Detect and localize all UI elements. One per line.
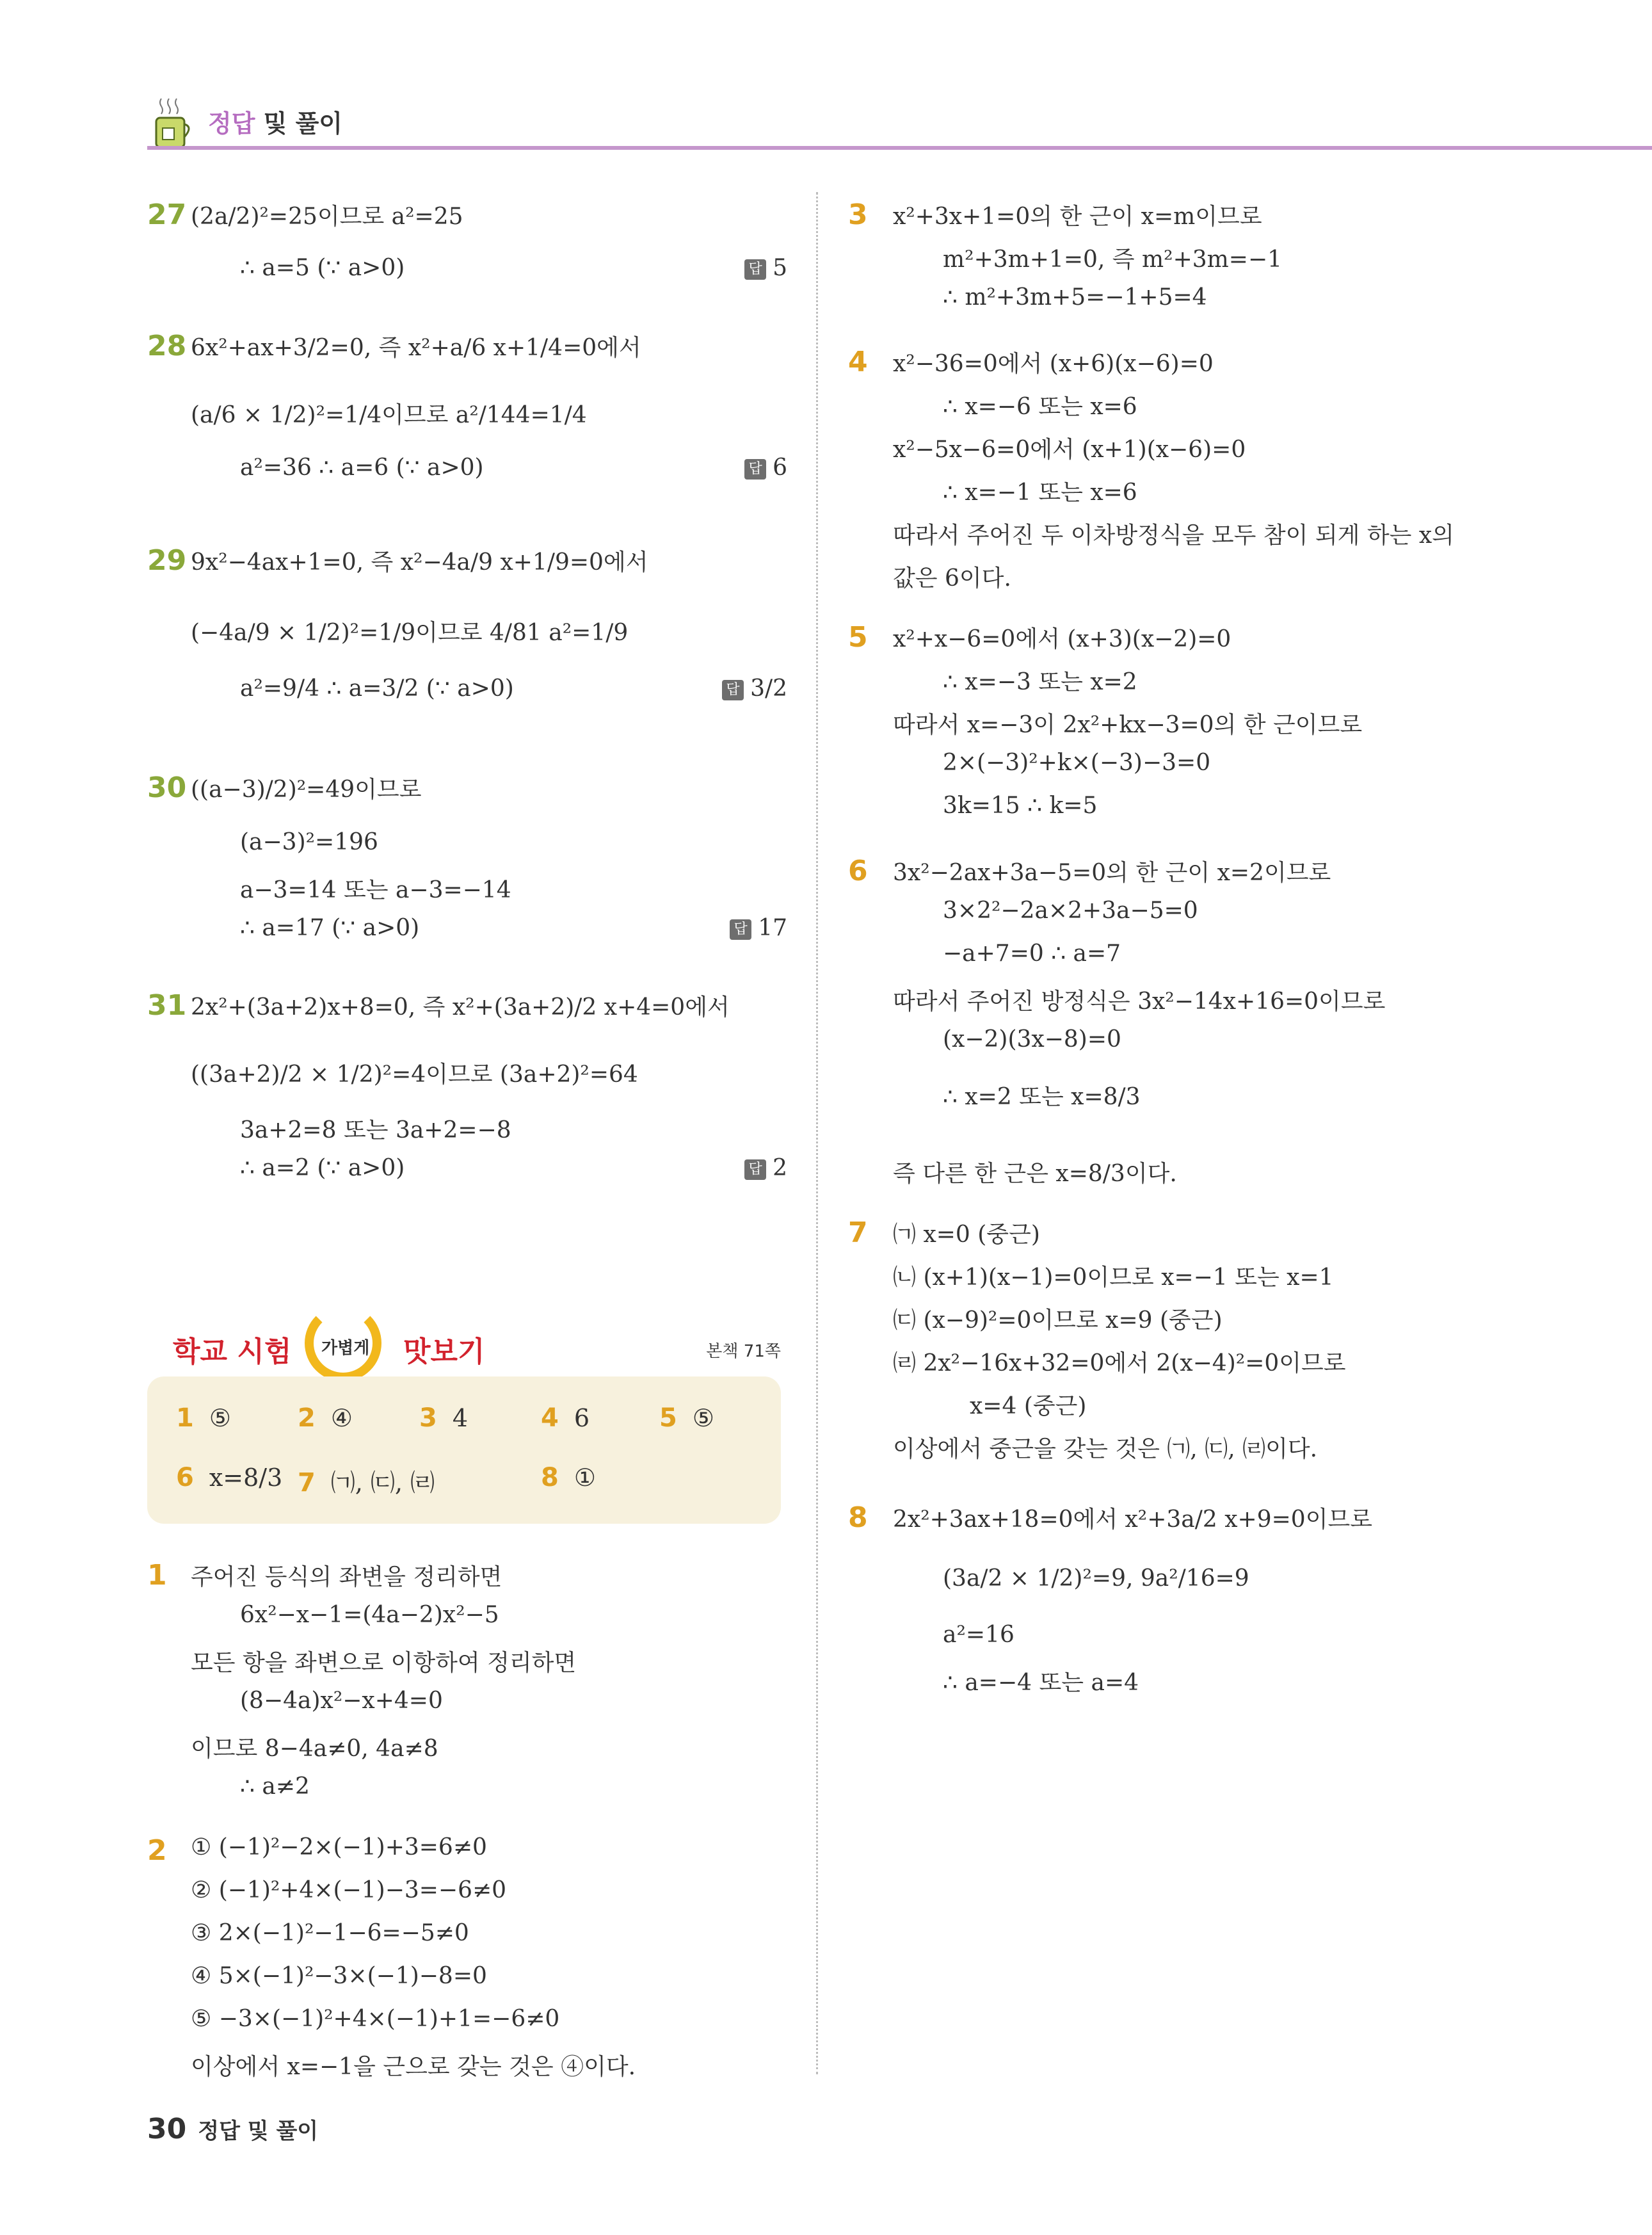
problem-number: 31: [147, 989, 187, 1022]
solution-line: a²=9/4 ∴ a=3/2 (∵ a>0): [240, 675, 514, 702]
page-number: 30: [147, 2113, 187, 2145]
answer: 답 6: [744, 455, 787, 481]
answer-key-box: [147, 1376, 781, 1524]
banner-badge: 가볍게: [321, 1339, 370, 1358]
answer-key-item: 7 ㈀, ㈂, ㈃: [298, 1468, 435, 1497]
column-divider: [816, 192, 818, 2074]
answer: 답 5: [744, 255, 787, 281]
banner-subtitle: 맛보기: [403, 1335, 485, 1368]
solution-line: a−3=14 또는 a−3=−14: [240, 877, 511, 903]
answer: 답 2: [744, 1155, 787, 1181]
solution-line: (−4a/9 × 1/2)²=1/9이므로 4/81 a²=1/9: [191, 620, 629, 646]
solution-line: ∴ a=17 (∵ a>0): [240, 915, 420, 941]
answer-mark-icon: 답: [730, 919, 751, 940]
answer-mark-icon: 답: [744, 1159, 766, 1180]
page-footer: [147, 2113, 318, 2145]
problem-number: 4: [848, 346, 868, 378]
solution-line: 2x²+(3a+2)x+8=0, 즉 x²+(3a+2)/2 x+4=0에서: [191, 994, 730, 1021]
page-header: [147, 90, 1652, 154]
header-title: 정답 및 풀이: [208, 109, 343, 138]
answer-key-item: 3 4: [419, 1403, 469, 1433]
answer-key-item: 2 ④: [298, 1403, 353, 1433]
header-rule: [147, 146, 1652, 150]
solution-line: a²=36 ∴ a=6 (∵ a>0): [240, 455, 484, 481]
solution-line: ((a−3)/2)²=49이므로: [191, 777, 422, 803]
answer-mark-icon: 답: [722, 680, 744, 700]
answer-key-item: 8 ①: [541, 1463, 596, 1492]
solution-line: (2a/2)²=25이므로 a²=25: [191, 204, 463, 230]
answer-key-item: 4 6: [541, 1403, 590, 1433]
answer-key-item: 5 ⑤: [659, 1403, 714, 1433]
problem-number: 29: [147, 544, 187, 577]
problem-number: 6: [848, 855, 868, 887]
page-reference: 본책 71쪽: [706, 1342, 781, 1361]
teacup-icon: [147, 96, 193, 154]
solution-line: 9x²−4ax+1=0, 즉 x²−4a/9 x+1/9=0에서: [191, 549, 648, 576]
solution-line: (a/6 × 1/2)²=1/4이므로 a²/144=1/4: [191, 402, 587, 428]
answer-key-item: 1 ⑤: [176, 1403, 231, 1433]
problem-number: 5: [848, 621, 868, 654]
answer-key-item: 6 x=8/3: [176, 1463, 283, 1492]
solution-line: 6x²+ax+3/2=0, 즉 x²+a/6 x+1/4=0에서: [191, 335, 641, 361]
footer-label: 정답 및 풀이: [198, 2118, 319, 2144]
problem-number: 7: [848, 1216, 868, 1249]
problem-number: 3: [848, 198, 868, 231]
problem-number: 2: [147, 1834, 167, 1867]
answer-mark-icon: 답: [744, 459, 766, 480]
problem-number: 30: [147, 771, 187, 804]
answer-mark-icon: 답: [744, 259, 766, 280]
solution-line: ∴ a=2 (∵ a>0): [240, 1155, 405, 1181]
answer: 답 3/2: [722, 675, 787, 702]
solution-line: ((3a+2)/2 × 1/2)²=4이므로 (3a+2)²=64: [191, 1061, 638, 1088]
problem-number: 1: [147, 1559, 167, 1592]
problem-number: 28: [147, 330, 187, 362]
solution-line: ∴ a=5 (∵ a>0): [240, 255, 405, 281]
banner-title: 학교 시험: [173, 1335, 292, 1368]
solution-line: (a−3)²=196: [240, 829, 378, 855]
problem-number: 27: [147, 198, 187, 231]
answer: 답 17: [730, 915, 787, 941]
solution-line: 3a+2=8 또는 3a+2=−8: [240, 1117, 511, 1143]
problem-number: 8: [848, 1501, 868, 1534]
